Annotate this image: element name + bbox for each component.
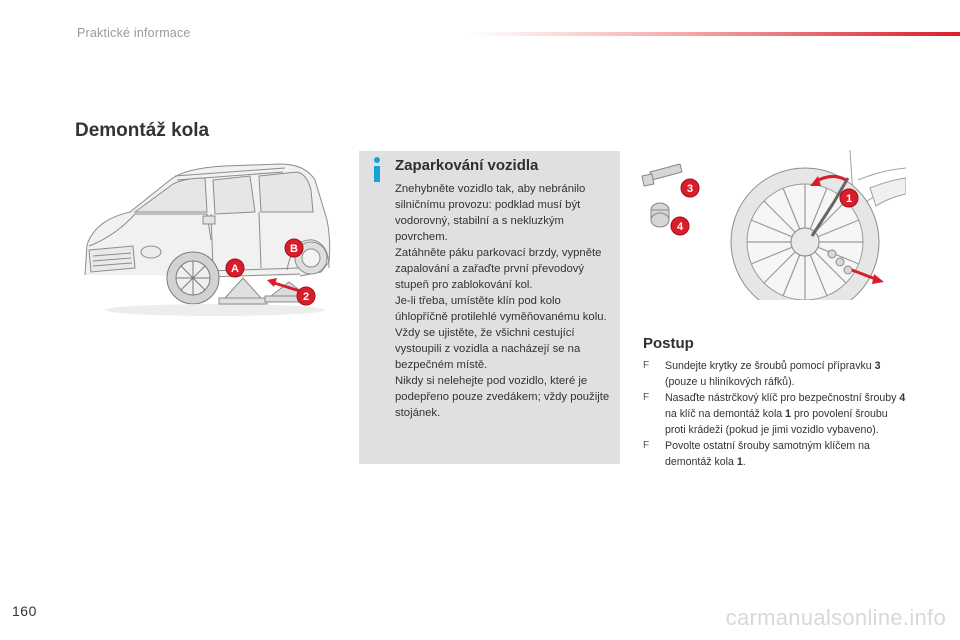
- svg-text:4: 4: [676, 221, 684, 233]
- svg-text:A: A: [231, 263, 239, 275]
- callout-2: [297, 287, 315, 305]
- info-paragraph: Je-li třeba, umístěte klín pod kolo úhlopříčně protilehlé vyměňovanému kolu.: [395, 295, 607, 323]
- procedure-step: F Nasaďte nástrčkový klíč pro bezpečnostní šrouby 4 na klíč na demontáž kola 1 pro povolení šroubu proti krádeži (pokud je jimi vozidlo vybaveno).: [643, 392, 906, 436]
- header-accent-bar: [470, 32, 960, 36]
- callout-a: [226, 259, 244, 277]
- bullet-icon: F: [643, 392, 650, 403]
- svg-text:3: 3: [686, 183, 694, 195]
- info-icon: [369, 156, 385, 184]
- wheel-removal-illustration: [620, 150, 906, 300]
- info-paragraph: Nikdy si nelehejte pod vozidlo, které je podepřeno pouze zvedákem; vždy použijte stojánek.: [395, 375, 610, 419]
- bullet-icon: F: [643, 360, 650, 371]
- info-paragraph: Znehybněte vozidlo tak, aby nebránilo silničnímu provozu: podklad musí být vodorovný, stabilní a s nekluzkým povrchem.: [395, 183, 586, 243]
- info-paragraph: Vždy se ujistěte, že všichni cestující vystoupili z vozidla a nacházejí se na bezpečném místě.: [395, 327, 581, 371]
- procedure-step: F Povolte ostatní šrouby samotným klíčem na demontáž kola 1.: [643, 440, 870, 468]
- info-box-parking: [359, 151, 620, 464]
- procedure-steps: [643, 358, 908, 470]
- info-paragraph: Zatáhněte páku parkovací brzdy, vypněte zapalování a zařaďte první převodový stupeň pro zablokování kol.: [395, 247, 602, 291]
- callout-3: [681, 179, 699, 197]
- section-title: Demontáž kola: [75, 120, 210, 141]
- page-header-title: Praktické informace: [77, 26, 191, 40]
- info-box-title: Zaparkování vozidla: [395, 157, 539, 174]
- bullet-icon: F: [643, 440, 650, 451]
- svg-text:1: 1: [845, 193, 853, 205]
- page-number: 160: [12, 603, 37, 619]
- svg-text:2: 2: [302, 291, 310, 303]
- callout-4: [671, 217, 689, 235]
- svg-text:B: B: [290, 243, 298, 255]
- info-box-text: [395, 181, 613, 421]
- car-jack-illustration: [75, 150, 345, 325]
- watermark: carmanualsonline.info: [725, 605, 946, 630]
- callout-1: [840, 189, 858, 207]
- procedure-title: Postup: [643, 335, 694, 352]
- callout-b: [285, 239, 303, 257]
- procedure-step: F Sundejte krytky ze šroubů pomocí přípravku 3 (pouze u hliníkových ráfků).: [643, 360, 881, 388]
